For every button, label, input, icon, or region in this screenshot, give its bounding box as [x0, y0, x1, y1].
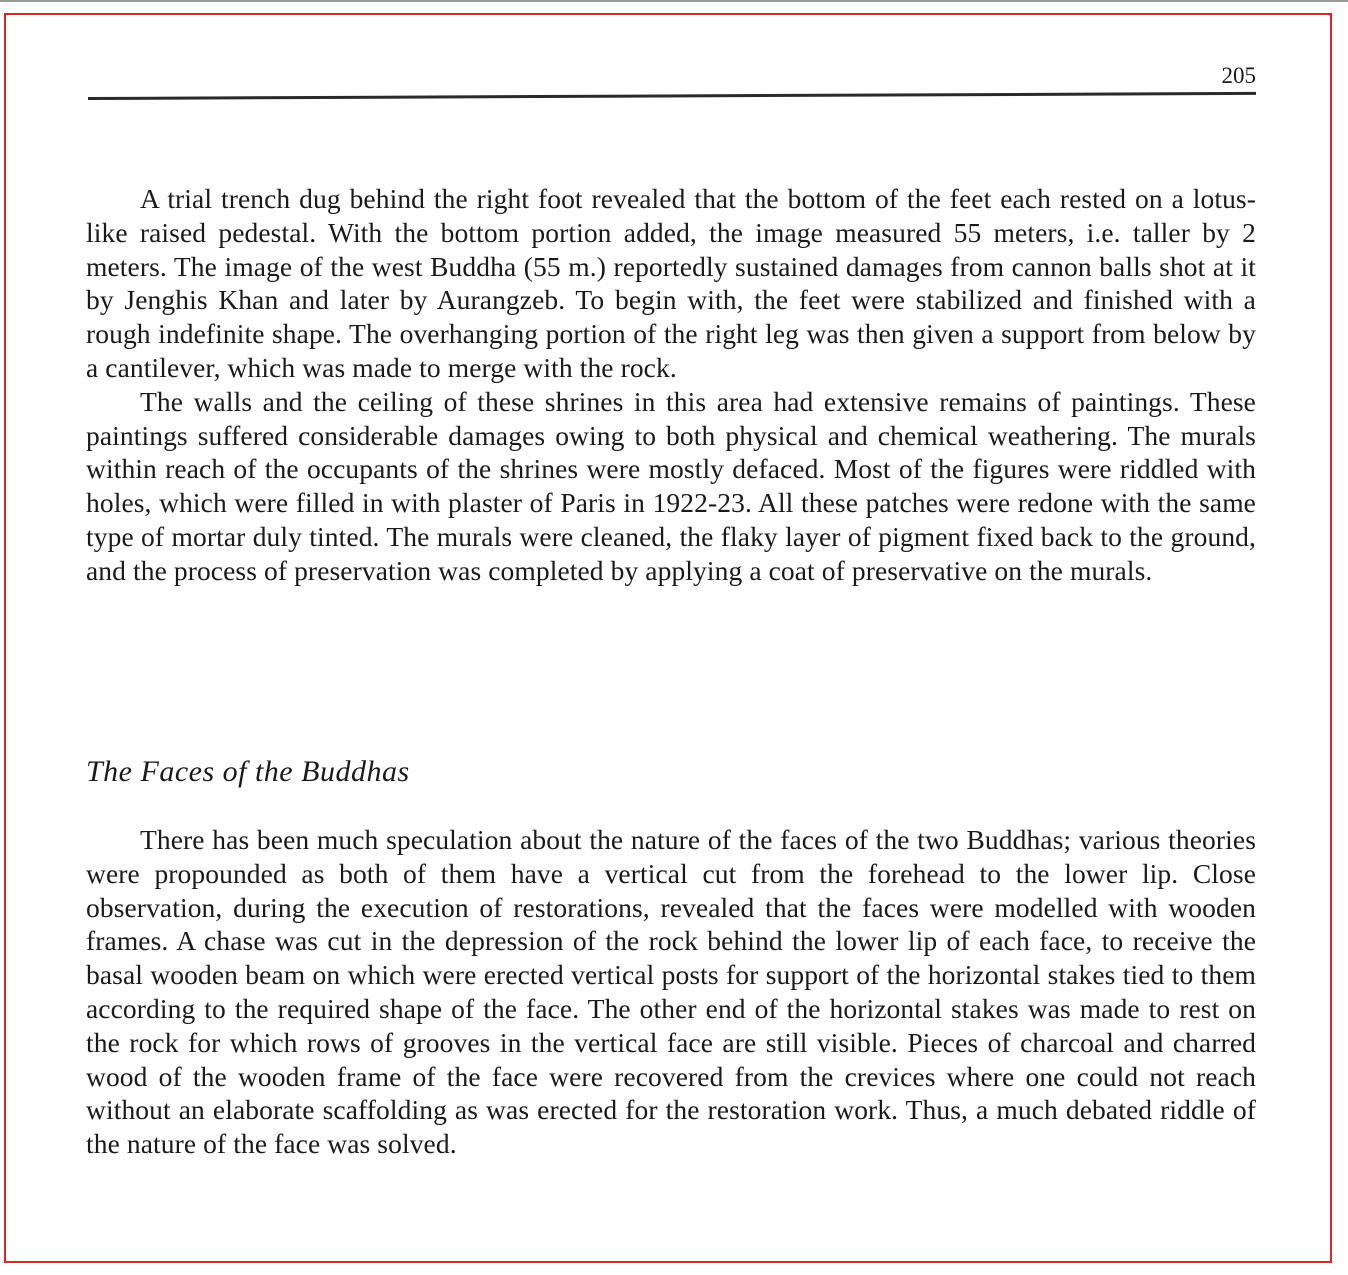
- paragraph-walls-and-ceiling: The walls and the ceiling of these shrines in this area had extensive remains of paintings. These paintings suffered considerable damages owing to both physical and chemical weathering. The murals within reach of the occupants of the shrines were mostly defaced. Most of the figures were riddled with holes, which were filled in with plaster of Paris in 1922-23. All these patches were redone with the same type of mortar duly tinted. The murals were cleaned, the flaky layer of pigment fixed back to the ground, and the process of preservation was completed by applying a coat of preservative on the murals.: [86, 385, 1256, 586]
- paragraph-faces-speculation: There has been much speculation about the nature of the faces of the two Buddhas; various theories were propounded as both of them have a vertical cut from the forehead to the lower lip. Close observation, during the execution of restorations, revealed that the faces were modelled with wooden frames. A chase was cut in the depression of the rock behind the lower lip of each face, to receive the basal wooden beam on which were erected vertical posts for support of the horizontal stakes tied to them according to the required shape of the face. The other end of the horizontal stakes was made to rest on the rock for which rows of grooves in the vertical face are still visible. Pieces of charcoal and charred wood of the wooden frame of the face were recovered from the crevices where one could not reach without an elaborate scaffolding as was erected for the restoration work. Thus, a much debated riddle of the nature of the face was solved.: [86, 824, 1256, 1160]
- section-1-body: [86, 182, 1256, 588]
- paragraph-trial-trench: A trial trench dug behind the right foot revealed that the bottom of the feet each rested on a lotus-like raised pedestal. With the bottom portion added, the image measured 55 meters, i.e. taller by 2 meters. The image of the west Buddha (55 m.) reportedly sustained damages from cannon balls shot at it by Jenghis Khan and later by Aurangzeb. To begin with, the feet were stabilized and finished with a rough indefinite shape. The overhanging portion of the right leg was then given a support from below by a cantilever, which was made to merge with the rock.: [86, 183, 1256, 383]
- page-number: 205: [1221, 63, 1256, 88]
- section-2-body: [86, 823, 1256, 1161]
- section-heading-faces: The Faces of the Buddhas: [86, 755, 410, 788]
- top-edge-strip: [0, 0, 1348, 2]
